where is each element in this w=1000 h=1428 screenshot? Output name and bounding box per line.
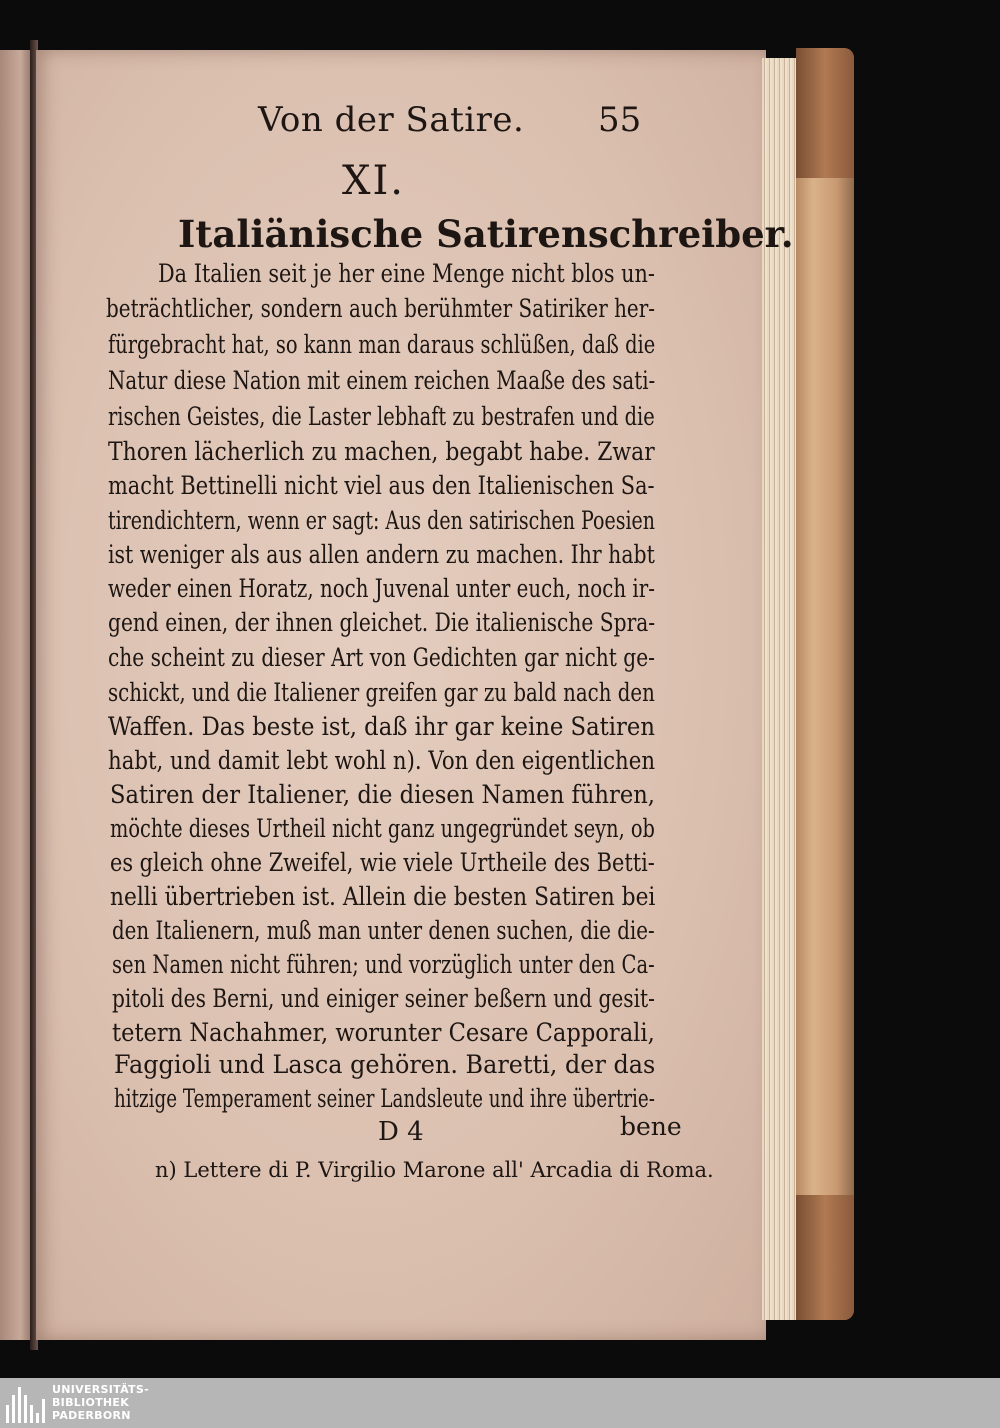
body-line: Satiren der Italiener, die diesen Namen führen,: [110, 780, 655, 810]
library-footer: [0, 1378, 1000, 1428]
library-name-line: PADERBORN: [52, 1409, 131, 1422]
body-line: pitoli des Berni, und einiger seiner beßern und gesit-: [112, 984, 655, 1014]
body-line: tirendichtern, wenn er sagt: Aus den satirischen Poesien: [108, 506, 656, 536]
body-line: tetern Nachahmer, worunter Cesare Capporali,: [112, 1018, 655, 1048]
book-cover-edge: [796, 48, 854, 1320]
body-line: fürgebracht hat, so kann man daraus schlüßen, daß die: [108, 330, 656, 360]
body-line: es gleich ohne Zweifel, wie viele Urtheile des Betti-: [110, 848, 655, 878]
library-logo-icon: [6, 1383, 46, 1423]
catchword: bene: [620, 1112, 682, 1141]
body-line: ist weniger als aus allen andern zu machen. Ihr habt: [108, 540, 655, 570]
body-line: beträchtlicher, sondern auch berühmter Satiriker her-: [106, 294, 655, 324]
body-line: schickt, und die Italiener greifen gar zu bald nach den: [108, 678, 655, 708]
body-line: Thoren lächerlich zu machen, begabt habe. Zwar: [108, 437, 655, 467]
body-line: macht Bettinelli nicht viel aus den Italienischen Sa-: [108, 471, 655, 501]
body-line: hitzige Temperament seiner Landsleute und ihre übertrie-: [114, 1084, 655, 1114]
body-line: Faggioli und Lasca gehören. Baretti, der das: [114, 1050, 656, 1080]
body-line: weder einen Horatz, noch Juvenal unter euch, noch ir-: [108, 574, 655, 604]
signature-mark: D 4: [378, 1117, 424, 1147]
chapter-number: XI.: [342, 158, 405, 204]
cover-corner-bottom: [796, 1195, 854, 1320]
body-line: gend einen, der ihnen gleichet. Die italienische Spra-: [108, 608, 656, 638]
chapter-title: Italiänische Satirenschreiber.: [178, 212, 794, 256]
body-line: den Italienern, muß man unter denen suchen, die die-: [112, 916, 655, 946]
running-head: Von der Satire.: [258, 100, 525, 140]
body-line: rischen Geistes, die Laster lebhaft zu bestrafen und die: [108, 402, 655, 432]
body-line: Da Italien seit je her eine Menge nicht blos un-: [158, 259, 655, 289]
library-name-line: BIBLIOTHEK: [52, 1396, 130, 1409]
body-line: nelli übertrieben ist. Allein die besten Satiren bei: [110, 882, 656, 912]
library-name-line: UNIVERSITÄTS-: [52, 1383, 149, 1396]
body-line: sen Namen nicht führen; und vorzüglich unter den Ca-: [112, 950, 655, 980]
body-line: Natur diese Nation mit einem reichen Maaße des sati-: [108, 366, 656, 396]
page-number: 55: [598, 100, 642, 140]
cover-corner-top: [796, 48, 854, 178]
body-line: che scheint zu dieser Art von Gedichten gar nicht ge-: [108, 643, 655, 673]
library-name: [52, 1383, 149, 1422]
footnote: n) Lettere di P. Virgilio Marone all' Arcadia di Roma.: [155, 1158, 714, 1182]
body-line: Waffen. Das beste ist, daß ihr gar keine Satiren: [108, 712, 655, 742]
body-line: habt, und damit lebt wohl n). Von den eigentlichen: [108, 746, 656, 776]
left-page-edge: [0, 50, 34, 1340]
body-line: möchte dieses Urtheil nicht ganz ungegründet seyn, ob: [110, 814, 655, 844]
